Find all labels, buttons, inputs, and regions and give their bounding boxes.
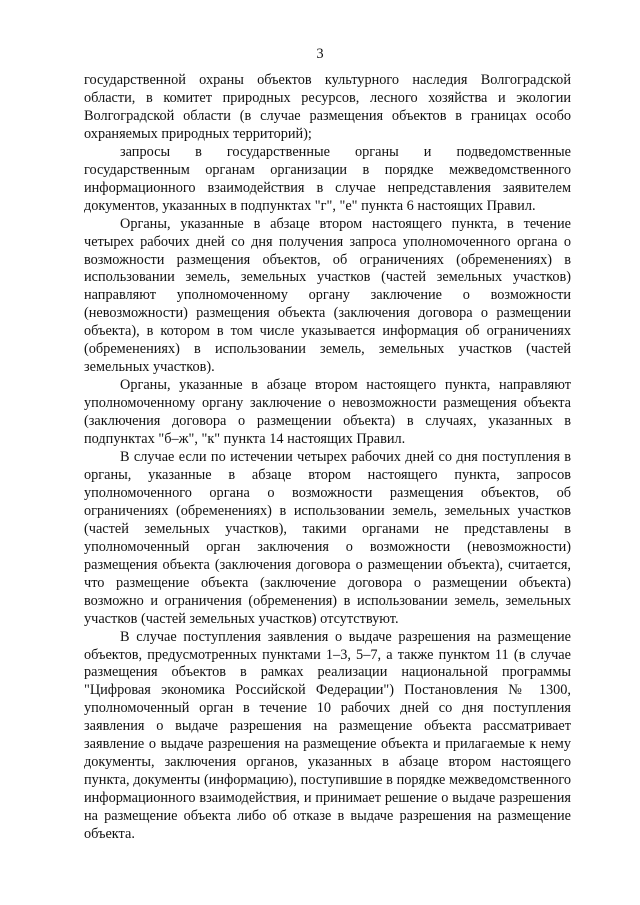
paragraph: государственной охраны объектов культурного наследия Волгоградской области, в комитет природных ресурсов, лесного хозяйства и экологии Волгоградской области (в случае размещения объектов в границах особо охраняемых природных территорий); xyxy=(84,72,571,142)
paragraph: Органы, указанные в абзаце втором настоящего пункта, направляют уполномоченному органу заключение о невозможности размещения объекта (заключения договора о размещении объекта) в случаях, указанных в подпунктах "б–ж", "к" пункта 14 настоящих Правил. xyxy=(84,377,571,448)
paragraph: В случае если по истечении четырех рабочих дней со дня поступления в органы, указанные в абзаце втором настоящего пункта, запросов уполномоченного органа о возможности размещения объектов, об ограничениях (обременениях) в использовании земель, земельных участков (частей земельных участков), такими органами не представлены в уполномоченный орган заключения о возможности (невозможности) размещения объекта (заключения договора о размещении объекта), считается, что размещение объекта (заключение договора о размещении объекта) возможно и ограничения (обременения) в использовании земель, земельных участков (частей земельных участков) отсутствуют. xyxy=(84,449,571,627)
page-number: 3 xyxy=(316,46,324,62)
document-body xyxy=(84,72,571,844)
paragraph: запросы в государственные органы и подведомственные государственным органам организации в порядке межведомственного информационного взаимодействия в случае непредставления заявителем документов, указанных в подпунктах "г", "е" пункта 6 настоящих Правил. xyxy=(84,143,571,214)
paragraph: Органы, указанные в абзаце втором настоящего пункта, в течение четырех рабочих дней со дня получения запроса уполномоченного органа о возможности размещения объектов, об ограничениях (обременениях) в использовании земель, земельных участков (частей земельных участков) направляют уполномоченному органу заключение о возможности (невозможности) размещения объекта (заключения договора о размещении объекта), в котором в том числе указывается информация об ограничениях (обременениях) в использовании земель, земельных участков (частей земельных участков). xyxy=(84,215,571,376)
paragraph: В случае поступления заявления о выдаче разрешения на размещение объектов, предусмотренных пунктами 1–3, 5–7, а также пунктом 11 (в случае размещения объектов в рамках реализации национальной программы "Цифровая экономика Российской Федерации") Постановления № 1300, уполномоченный орган в течение 10 рабочих дней со дня поступления заявления о выдаче разрешения на размещение объекта рассматривает заявление о выдаче разрешения на размещение объекта и прилагаемые к нему документы, заключения органов, указанных в абзаце втором настоящего пункта, документы (информацию), поступившие в порядке межведомственного информационного взаимодействия, и принимает решение о выдаче разрешения на размещение объекта либо об отказе в выдаче разрешения на размещение объекта. xyxy=(84,628,571,843)
